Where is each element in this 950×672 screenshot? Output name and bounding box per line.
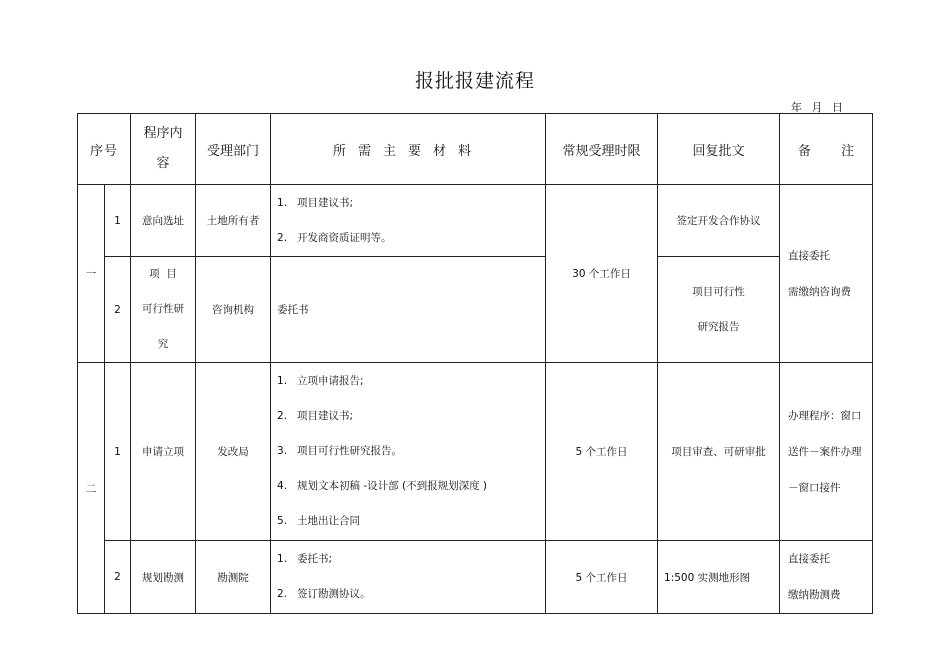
- header-program: [131, 114, 196, 185]
- dept-cell: 勘测院: [196, 541, 271, 614]
- material-item: 2. 签订勘测协议。: [277, 588, 371, 600]
- row-number: 2: [105, 257, 131, 363]
- header-seq: 序号: [78, 114, 131, 185]
- material-item: 3. 项目可行性研究报告。: [277, 445, 403, 457]
- header-row: [78, 114, 873, 185]
- program-text: 意向选址: [142, 215, 185, 227]
- program-cell: [131, 363, 196, 541]
- header-note: 备 注: [780, 114, 873, 185]
- program-cell: [131, 257, 196, 363]
- materials-cell: 委托书: [271, 257, 546, 363]
- row-number: 1: [105, 185, 131, 257]
- header-dept: 受理部门: [196, 114, 271, 185]
- materials-cell: [271, 185, 546, 257]
- materials-cell: [271, 363, 546, 541]
- materials-cell: [271, 541, 546, 614]
- reply-line: 研究报告: [697, 320, 740, 333]
- note-line: 直接委托: [788, 553, 831, 565]
- note-cell: [780, 185, 873, 363]
- note-line: 直接委托: [788, 249, 831, 262]
- row-number: 1: [105, 363, 131, 541]
- note-cell: [780, 363, 873, 541]
- row-number: 2: [105, 541, 131, 614]
- reply-cell: 1:500 实测地形图: [658, 541, 780, 614]
- header-time-limit: 常规受理时限: [546, 114, 658, 185]
- time-limit-cell: 30 个工作日: [546, 185, 658, 363]
- program-text: 究: [157, 338, 169, 350]
- group-label: 二: [78, 363, 105, 614]
- header-program-line-2: 容: [156, 156, 170, 171]
- program-text: 项 目: [149, 268, 177, 280]
- header-reply: 回复批文: [658, 114, 780, 185]
- material-item: 5. 土地出让合同: [277, 515, 361, 527]
- program-text: 规划勘测: [142, 571, 185, 584]
- reply-line: 项目可行性: [692, 285, 745, 298]
- note-cell: [780, 541, 873, 614]
- note-line: 缴纳勘测费: [788, 589, 841, 601]
- header-materials: 所需主要材料: [271, 114, 546, 185]
- table-row: [78, 185, 873, 257]
- program-text: 申请立项: [142, 446, 185, 458]
- group-label: 一: [78, 185, 105, 363]
- material-item: 4. 规划文本初稿 -设计部 (不到报规划深度 ): [277, 480, 488, 492]
- table-row: [78, 257, 873, 363]
- program-cell: [131, 541, 196, 614]
- page-title: 报批报建流程: [414, 70, 535, 92]
- reply-cell: 项目审查、可研审批: [658, 363, 780, 541]
- note-line: －窗口接件: [788, 481, 841, 494]
- time-limit-cell: 5 个工作日: [546, 541, 658, 614]
- material-item: 1. 立项申请报告;: [277, 375, 364, 387]
- note-line: 需缴纳咨询费: [788, 285, 852, 298]
- material-item: 1. 委托书;: [277, 553, 333, 565]
- table-row: [78, 541, 873, 614]
- reply-cell: [658, 257, 780, 363]
- dept-cell: 发改局: [196, 363, 271, 541]
- note-line: 送件－案件办理: [788, 445, 862, 458]
- note-line: 办理程序：窗口: [788, 409, 862, 422]
- material-item: 1. 项目建议书;: [277, 196, 354, 209]
- dept-cell: 土地所有者: [196, 185, 271, 257]
- time-limit-cell: 5 个工作日: [546, 363, 658, 541]
- dept-cell: 咨询机构: [196, 257, 271, 363]
- material-item: 2. 开发商资质证明等。: [277, 231, 392, 244]
- date-line: 年 月 日: [791, 101, 843, 114]
- program-text: 可行性研: [142, 303, 185, 315]
- program-cell: [131, 185, 196, 257]
- material-item: 2. 项目建议书;: [277, 410, 354, 422]
- header-program-line-1: 程序内: [143, 126, 183, 141]
- approval-flow-table: [77, 113, 873, 614]
- reply-cell: 签定开发合作协议: [658, 185, 780, 257]
- table-row: [78, 363, 873, 541]
